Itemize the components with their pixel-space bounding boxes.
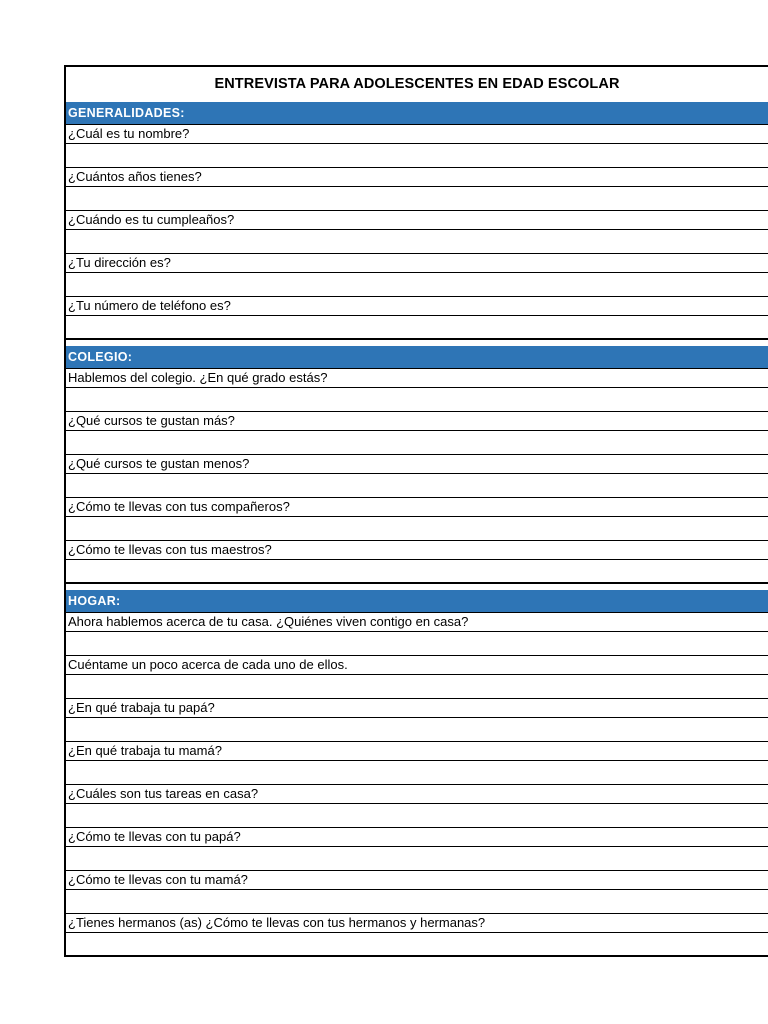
section-generalidades bbox=[66, 102, 768, 340]
question-row: ¿Tu número de teléfono es? bbox=[66, 297, 768, 316]
question-row: ¿Tu dirección es? bbox=[66, 254, 768, 273]
answer-field[interactable] bbox=[66, 632, 768, 656]
section-colegio bbox=[66, 346, 768, 584]
question-row: ¿Cómo te llevas con tu mamá? bbox=[66, 871, 768, 890]
question-row: Cuéntame un poco acerca de cada uno de ellos. bbox=[66, 656, 768, 675]
answer-field[interactable] bbox=[66, 890, 768, 914]
question-row: ¿Cuál es tu nombre? bbox=[66, 125, 768, 144]
answer-field[interactable] bbox=[66, 187, 768, 211]
question-row: ¿En qué trabaja tu mamá? bbox=[66, 742, 768, 761]
answer-field[interactable] bbox=[66, 273, 768, 297]
question-row: ¿Qué cursos te gustan más? bbox=[66, 412, 768, 431]
answer-field[interactable] bbox=[66, 718, 768, 742]
question-row: ¿Cuándo es tu cumpleaños? bbox=[66, 211, 768, 230]
answer-field[interactable] bbox=[66, 517, 768, 541]
answer-field[interactable] bbox=[66, 847, 768, 871]
answer-field[interactable] bbox=[66, 933, 768, 957]
question-row: ¿Cuántos años tienes? bbox=[66, 168, 768, 187]
answer-field[interactable] bbox=[66, 474, 768, 498]
question-row: ¿Qué cursos te gustan menos? bbox=[66, 455, 768, 474]
question-row: ¿Cómo te llevas con tus maestros? bbox=[66, 541, 768, 560]
answer-field[interactable] bbox=[66, 388, 768, 412]
answer-field[interactable] bbox=[66, 230, 768, 254]
answer-field[interactable] bbox=[66, 316, 768, 340]
section-header: COLEGIO: bbox=[66, 346, 768, 369]
question-row: ¿Cómo te llevas con tu papá? bbox=[66, 828, 768, 847]
question-row: ¿Tienes hermanos (as) ¿Cómo te llevas con tus hermanos y hermanas? bbox=[66, 914, 768, 933]
answer-field[interactable] bbox=[66, 804, 768, 828]
answer-field[interactable] bbox=[66, 675, 768, 699]
answer-field[interactable] bbox=[66, 761, 768, 785]
question-row: ¿Cómo te llevas con tus compañeros? bbox=[66, 498, 768, 517]
section-header: GENERALIDADES: bbox=[66, 102, 768, 125]
sheet-title: ENTREVISTA PARA ADOLESCENTES EN EDAD ESCOLAR bbox=[214, 76, 620, 92]
question-row: ¿Cuáles son tus tareas en casa? bbox=[66, 785, 768, 804]
answer-field[interactable] bbox=[66, 144, 768, 168]
section-hogar bbox=[66, 590, 768, 957]
question-row: ¿En qué trabaja tu papá? bbox=[66, 699, 768, 718]
interview-sheet bbox=[64, 65, 768, 957]
answer-field[interactable] bbox=[66, 560, 768, 584]
section-header: HOGAR: bbox=[66, 590, 768, 613]
answer-field[interactable] bbox=[66, 431, 768, 455]
question-row: Hablemos del colegio. ¿En qué grado estás? bbox=[66, 369, 768, 388]
question-row: Ahora hablemos acerca de tu casa. ¿Quiénes viven contigo en casa? bbox=[66, 613, 768, 632]
